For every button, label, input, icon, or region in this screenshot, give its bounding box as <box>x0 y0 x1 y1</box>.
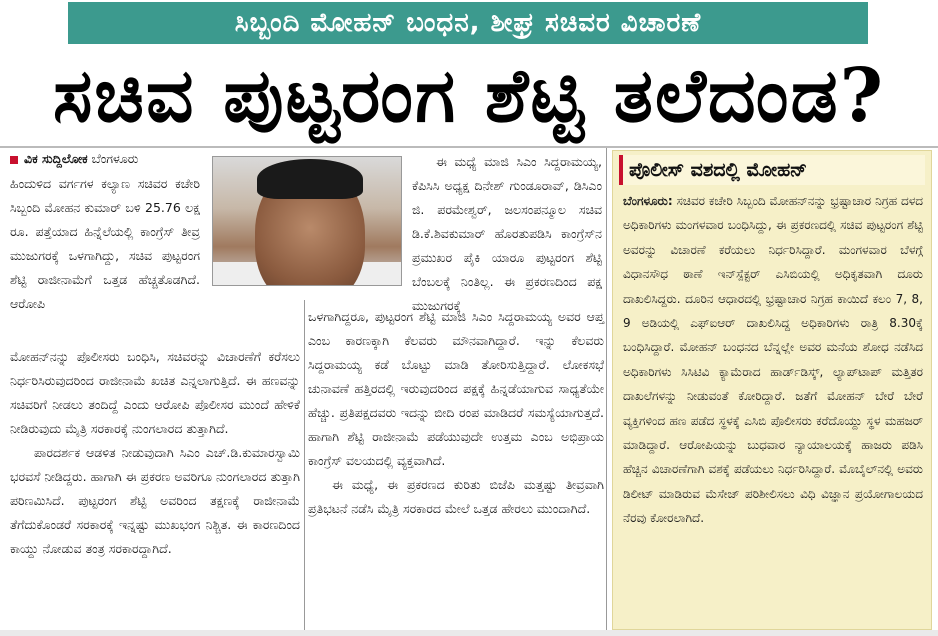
sidebar-box <box>612 150 932 630</box>
article-paragraph: ಒಳಗಾಗಿದ್ದರೂ, ಪುಟ್ಟರಂಗ ಶೆಟ್ಟಿ ಮಾಜಿ ಸಿಎಂ ಸಿದ್ದರಾಮಯ್ಯ ಅವರ ಆಪ್ತ ಎಂಬ ಕಾರಣಕ್ಕಾಗಿ ಕೆಲವರು ಮೌನವಾಗಿದ್ದಾರೆ. ಇನ್ನು ಕೆಲವರು ಸಿದ್ದರಾಮಯ್ಯ ಕಡೆ ಬೊಟ್ಟು ಮಾಡಿ ತೋರಿಸುತ್ತಿದ್ದಾರೆ. ಲೋಕಸಭೆ ಚುನಾವಣೆ ಹತ್ತಿರದಲ್ಲಿ ಇರುವುದರಿಂದ ಪಕ್ಷಕ್ಕೆ ಹಿನ್ನಡೆಯಾಗುವ ಸಾಧ್ಯತೆಯೇ ಹೆಚ್ಚು. ಪ್ರತಿಪಕ್ಷದವರು ಇದನ್ನು ಬೀದಿ ರಂಪ ಮಾಡಿದರೆ ಸಮಸ್ಯೆಯಾಗುತ್ತದೆ. ಹಾಗಾಗಿ ಶೆಟ್ಟಿ ರಾಜೀನಾಮೆ ಪಡೆಯುವುದೇ ಉತ್ತಮ ಎಂಬ ಅಭಿಪ್ರಾಯ ಕಾಂಗ್ರೆಸ್ ವಲಯದಲ್ಲಿ ವ್ಯಕ್ತವಾಗಿದೆ. <box>308 309 604 468</box>
bullet-square-icon <box>10 156 18 164</box>
headline: ಸಚಿವ ಪುಟ್ಟರಂಗ ಶೆಟ್ಟಿ ತಲೆದಂಡ? <box>52 53 886 139</box>
sidebar-dateline: ಬೆಂಗಳೂರು: <box>623 194 673 208</box>
kicker-banner: ಸಿಬ್ಬಂದಿ ಮೋಹನ್ ಬಂಧನ, ಶೀಘ್ರ ಸಚಿವರ ವಿಚಾರಣೆ <box>68 2 868 44</box>
headline-rule <box>0 146 938 148</box>
article-col1-wrap <box>10 172 200 316</box>
column-divider <box>304 300 305 630</box>
article-paragraph: ಪಾರದರ್ಶಕ ಆಡಳಿತ ನೀಡುವುದಾಗಿ ಸಿಎಂ ಎಚ್.ಡಿ.ಕುಮಾರಸ್ವಾಮಿ ಭರವಸೆ ನೀಡಿದ್ದರು. ಹಾಗಾಗಿ ಈ ಪ್ರಕರಣ ಅವರಿಗೂ ನುಂಗಲಾರದ ತುತ್ತಾಗಿ ಪರಿಣಮಿಸಿದೆ. ಪುಟ್ಟರಂಗ ಶೆಟ್ಟಿ ಅವರಿಂದ ತಕ್ಷಣಕ್ಕೆ ರಾಜೀನಾಮೆ ತೆಗೆದುಕೊಂಡರೆ ಸರಕಾರಕ್ಕೆ ಇನ್ನಷ್ಟು ಮುಖಭಂಗ ನಿಶ್ಚಿತ. ಈ ಕಾರಣದಿಂದ ಕಾಯ್ದು ನೋಡುವ ತಂತ್ರ ಸರಕಾರದ್ದಾಗಿದೆ. <box>10 445 300 556</box>
article-col2 <box>308 305 604 521</box>
byline <box>10 148 138 170</box>
sidebar-text: ಸಚಿವರ ಕಚೇರಿ ಸಿಬ್ಬಂದಿ ಮೋಹನ್‌ನನ್ನು ಭ್ರಷ್ಟಾಚಾರ ನಿಗ್ರಹ ದಳದ ಅಧಿಕಾರಿಗಳು ಮಂಗಳವಾರ ಬಂಧಿಸಿದ್ದು, ಈ ಪ್ರಕರಣದಲ್ಲಿ ಸಚಿವ ಪುಟ್ಟರಂಗ ಶೆಟ್ಟಿ ಅವರನ್ನು ವಿಚಾರಣೆ ಕರೆಯಲು ನಿರ್ಧರಿಸಿದ್ದಾರೆ. ಮಂಗಳವಾರ ಬೆಳಗ್ಗೆ ವಿಧಾನಸೌಧ ಠಾಣೆ ಇನ್‌ಸ್ಪೆಕ್ಟರ್ ಎಸಿಬಿಯಲ್ಲಿ ಅಧಿಕೃತವಾಗಿ ದೂರು ದಾಖಲಿಸಿದ್ದರು. ದೂರಿನ ಆಧಾರದಲ್ಲಿ ಭ್ರಷ್ಟಾಚಾರ ನಿಗ್ರಹ ಕಾಯಿದೆ ಕಲಂ 7, 8, 9 ಅಡಿಯಲ್ಲಿ ಎಫ್‌ಐಆರ್ ದಾಖಲಿಸಿದ್ದ ಅಧಿಕಾರಿಗಳು ರಾತ್ರಿ 8.30ಕ್ಕೆ ಬಂಧಿಸಿದ್ದಾರೆ. ಮೋಹನ್ ಬಂಧನದ ಬೆನ್ನಲ್ಲೇ ಅವರ ಮನೆಯ ಶೋಧ ನಡೆಸಿದ ಅಧಿಕಾರಿಗಳು ಸಿಸಿಟಿವಿ ಕ್ಯಾಮೆರಾದ ಹಾರ್ಡ್‌ಡಿಸ್ಕ್, ಲ್ಯಾಪ್‌ಟಾಪ್ ಮತ್ತಿತರ ದಾಖಲೆಗಳನ್ನು ನೀಡುವಂತೆ ಕೋರಿದ್ದಾರೆ. ಜತೆಗೆ ಮೋಹನ್ ಬೇರೆ ಬೇರೆ ವ್ಯಕ್ತಿಗಳಿಂದ ಹಣ ಪಡೆದ ಸ್ಥಳಕ್ಕೆ ಎಸಿಬಿ ಪೊಲೀಸರು ಕರೆದೊಯ್ದು ಸ್ಥಳ ಮಹಜರ್ ಮಾಡಿದ್ದಾರೆ. ಆರೋಪಿಯನ್ನು ಬುಧವಾರ ನ್ಯಾಯಾಲಯಕ್ಕೆ ಹಾಜರು ಪಡಿಸಿ ಹೆಚ್ಚಿನ ವಿಚಾರಣೆಗಾಗಿ ವಶಕ್ಕೆ ಪಡೆಯಲು ನಿರ್ಧರಿಸಿದ್ದಾರೆ. ಮೊಬೈಲ್‌ನಲ್ಲಿ ಅವರು ಡಿಲೀಟ್ ಮಾಡಿರುವ ಮೆಸೇಜ್ ಪರಿಶೀಲಿಸಲು ವಿಧಿ ವಿಜ್ಞಾನ ಪ್ರಯೋಗಾಲಯದ ನೆರವು ಕೋರಲಾಗಿದೆ. <box>623 194 923 526</box>
sidebar-title: ಪೊಲೀಸ್ ವಶದಲ್ಲಿ ಮೋಹನ್ <box>619 155 925 185</box>
byline-source: ವಿಕ ಸುದ್ದಿಲೋಕ <box>24 151 88 166</box>
article-paragraph: ಹಿಂದುಳಿದ ವರ್ಗಗಳ ಕಲ್ಯಾಣ ಸಚಿವರ ಕಚೇರಿ ಸಿಬ್ಬಂದಿ ಮೋಹನ ಕುಮಾರ್ ಬಳಿ 25.76 ಲಕ್ಷ ರೂ. ಪತ್ತೆಯಾದ ಹಿನ್ನೆಲೆಯಲ್ಲಿ ಕಾಂಗ್ರೆಸ್ ತೀವ್ರ ಮುಜುಗರಕ್ಕೆ ಒಳಗಾಗಿದ್ದು, ಸಚಿವ ಪುಟ್ಟರಂಗ ಶೆಟ್ಟಿ ರಾಜೀನಾಮೆಗೆ ಒತ್ತಡ ಹೆಚ್ಚತೊಡಗಿದೆ. ಆರೋಪಿ <box>10 176 200 311</box>
article-paragraph: ಈ ಮಧ್ಯೆ ಮಾಜಿ ಸಿಎಂ ಸಿದ್ದರಾಮಯ್ಯ, ಕೆಪಿಸಿಸಿ ಅಧ್ಯಕ್ಷ ದಿನೇಶ್ ಗುಂಡೂರಾವ್, ಡಿಸಿಎಂ ಜಿ. ಪರಮೇಶ್ವರ್, ಜಲಸಂಪನ್ಮೂಲ ಸಚಿವ ಡಿ.ಕೆ.ಶಿವಕುಮಾರ್ ಹೊರತುಪಡಿಸಿ ಕಾಂಗ್ರೆಸ್‌ನ ಪ್ರಮುಖರ ಪೈಕಿ ಯಾರೂ ಪುಟ್ಟರಂಗ ಶೆಟ್ಟಿ ಬೆಂಬಲಕ್ಕೆ ನಿಂತಿಲ್ಲ. ಈ ಪ್ರಕರಣದಿಂದ ಪಕ್ಷ ಮುಜುಗರಕ್ಕೆ <box>412 154 602 313</box>
column-divider <box>606 148 607 630</box>
byline-place: ಬೆಂಗಳೂರು <box>91 151 139 166</box>
bottom-rule <box>0 630 938 636</box>
article-col2-top <box>412 150 602 318</box>
sidebar-body <box>613 185 931 531</box>
article-col1 <box>10 345 300 561</box>
article-paragraph: ಮೋಹನ್‌ನನ್ನು ಪೊಲೀಸರು ಬಂಧಿಸಿ, ಸಚಿವರನ್ನು ವಿಚಾರಣೆಗೆ ಕರೆಸಲು ನಿರ್ಧರಿಸಿರುವುದರಿಂದ ರಾಜೀನಾಮೆ ಖಚಿತ ಎನ್ನಲಾಗುತ್ತಿದೆ. ಈ ಹಣವನ್ನು ಸಚಿವರಿಗೆ ನೀಡಲು ತಂದಿದ್ದೆ ಎಂದು ಆರೋಪಿ ಪೊಲೀಸರ ಮುಂದೆ ಹೇಳಿಕೆ ನೀಡಿರುವುದು ಮೈತ್ರಿ ಸರಕಾರಕ್ಕೆ ನುಂಗಲಾರದ ತುತ್ತಾಗಿದೆ. <box>10 349 300 436</box>
article-paragraph: ಈ ಮಧ್ಯೆ, ಈ ಪ್ರಕರಣದ ಕುರಿತು ಬಿಜೆಪಿ ಮತ್ತಷ್ಟು ತೀವ್ರವಾಗಿ ಪ್ರತಿಭಟನೆ ನಡೆಸಿ ಮೈತ್ರಿ ಸರಕಾರದ ಮೇಲೆ ಒತ್ತಡ ಹೇರಲು ಮುಂದಾಗಿದೆ. <box>308 477 604 516</box>
photo-hair <box>257 159 363 199</box>
minister-photo <box>212 156 402 286</box>
